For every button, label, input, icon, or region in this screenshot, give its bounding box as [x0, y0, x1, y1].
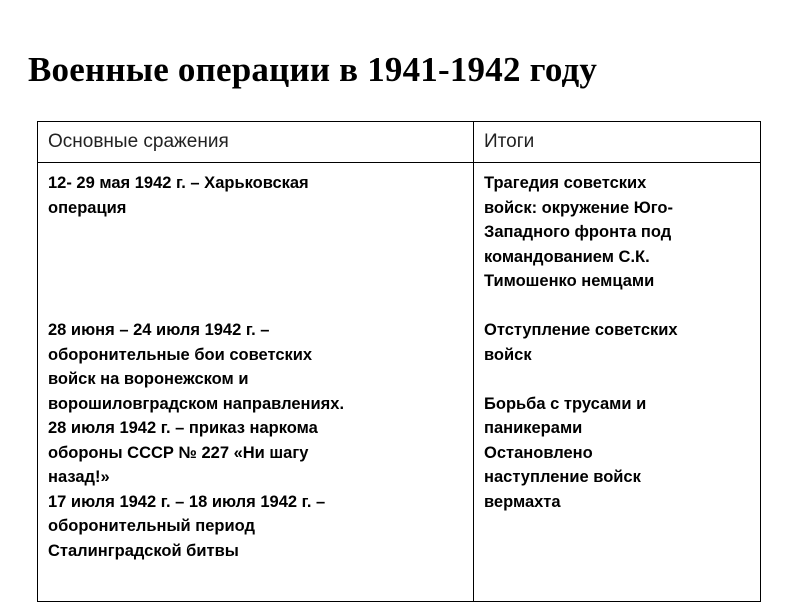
- text-line: Тимошенко немцами: [484, 272, 655, 290]
- retreat-result-entry: [484, 318, 750, 367]
- text-line: обороны СССР № 227 «Ни шагу: [48, 443, 309, 462]
- page-title: Военные операции в 1941-1942 году: [28, 50, 598, 89]
- text-line: оборонительный период: [48, 517, 255, 535]
- text-line: вермахта: [484, 492, 561, 511]
- text-line: 12- 29 мая 1942 г. – Харьковская: [48, 174, 309, 192]
- operations-table: [37, 121, 761, 602]
- text-line: назад!»: [48, 468, 110, 486]
- text-line: Западного фронта под: [484, 223, 672, 241]
- stalingrad-defense-entry: [48, 490, 463, 564]
- table-header-row: [38, 122, 761, 163]
- text-line: наступление войск: [484, 468, 641, 486]
- text-line: 17 июля 1942 г. – 18 июля 1942 г. –: [48, 492, 326, 511]
- text-line: операция: [48, 198, 127, 217]
- voronezh-defense-entry: [48, 318, 463, 416]
- text-line: Трагедия советских: [484, 174, 647, 192]
- text-line: войск: [484, 345, 532, 364]
- battles-cell: [38, 163, 474, 602]
- text-line: оборонительные бои советских: [48, 345, 313, 364]
- order-227-entry: [48, 416, 463, 490]
- text-line: Сталинградской битвы: [48, 541, 239, 560]
- column-header-results: Итоги: [474, 122, 761, 163]
- tragedy-result-entry: [484, 171, 750, 294]
- text-line: войск на воронежском и: [48, 370, 249, 388]
- text-line: паникерами: [484, 419, 583, 437]
- text-line: 28 июля 1942 г. – приказ наркома: [48, 419, 318, 437]
- text-line: Отступление советских: [484, 321, 678, 339]
- kharkov-operation-entry: [48, 171, 463, 220]
- stopped-result-entry: [484, 441, 750, 515]
- text-line: командованием С.К.: [484, 247, 650, 266]
- text-line: Остановлено: [484, 443, 593, 462]
- cowards-result-entry: [484, 392, 750, 441]
- text-line: 28 июня – 24 июля 1942 г. –: [48, 321, 270, 339]
- column-header-battles: Основные сражения: [38, 122, 474, 163]
- table-row: [38, 163, 761, 602]
- text-line: Борьба с трусами и: [484, 394, 647, 413]
- text-line: войск: окружение Юго-: [484, 198, 674, 217]
- results-cell: [474, 163, 761, 602]
- text-line: ворошиловградском направлениях.: [48, 394, 345, 413]
